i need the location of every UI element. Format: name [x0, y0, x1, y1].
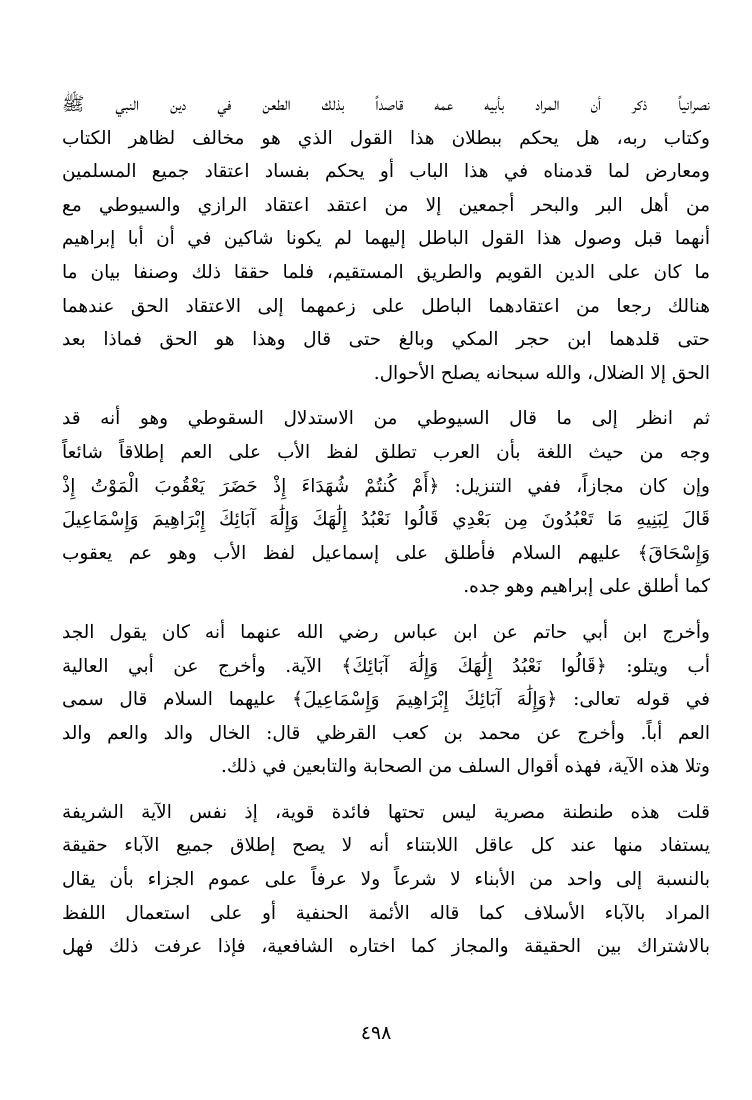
text-line: وَإِسْحَاقَ﴾ عليهم السلام فأطلق على إسماعيل لفظ الأب وهو عم يعقوب: [62, 542, 710, 564]
text-line: بالنسبة إلى واحد من الأبناء لا شرعاً ولا عرفاً على عموم الجزاء بأن يقال: [62, 869, 710, 891]
text-line: كما أطلق على إبراهيم وهو جده.: [463, 576, 710, 598]
text-line: الحق إلا الضلال، والله سبحانه يصلح الأحوال.: [373, 362, 710, 384]
text-line: وجه من حيث اللغة بأن العرب تطلق لفظ الأب على العم إطلاقاً شائعاً: [62, 441, 710, 463]
text-line: العم أباً. وأخرج عن محمد بن كعب القرظي قال: الخال والد والعم والد: [62, 722, 710, 744]
text-line: يستفاد منها عند كل عاقل اللابتناء أنه لا يصح إطلاق جميع الآباء حقيقة: [62, 835, 710, 857]
text-line: نصرانياً ذكر أن المراد بأبيه عمه قاصداً بذلك الطعن في دين النبي ﷺ: [62, 94, 710, 115]
text-line: ما كان على الدين القويم والطريق المستقيم، فلما حققا ذلك وصنفا بيان ما: [62, 261, 710, 283]
text-line: وإن كان مجازاً، ففي التنزيل: ﴿أَمْ كُنتُمْ شُهَدَاءَ إِذْ حَضَرَ يَعْقُوبَ الْمَوْتُ إِذْ: [62, 475, 710, 497]
text-line: أب ويتلو: ﴿قَالُوا نَعْبُدُ إِلَٰهَكَ وَإِلَٰهَ آبَائِكَ﴾ الآية. وأخرج عن أبي العالية: [62, 655, 710, 677]
text-line: المراد بالآباء الأسلاف كما قاله الأئمة الحنفية أو على استعمال اللفظ: [62, 902, 710, 924]
text-line: وأخرج ابن أبي حاتم عن ابن عباس رضي الله عنهما أنه كان يقول الجد: [62, 621, 710, 643]
paragraph-2: [62, 402, 710, 604]
text-line: ثم انظر إلى ما قال السيوطي من الاستدلال السقوطي وهو أنه قد: [62, 408, 710, 430]
text-line: وكتاب ربه، هل يحكم ببطلان هذا القول الذي هو مخالف لظاهر الكتاب: [62, 127, 710, 149]
text-line: أنهما قبل وصول هذا القول الباطل إليهما لم يكونا شاكين في أن أبا إبراهيم: [62, 228, 710, 250]
text-line: ومعارض لما قدمناه في هذا الباب أو يحكم بفساد اعتقاد جميع المسلمين: [62, 161, 710, 183]
page-number: ٤٩٨: [360, 1022, 392, 1044]
text-line: قلت هذه طنطنة مصرية ليس تحتها فائدة قوية، إذ نفس الآية الشريفة: [62, 801, 710, 823]
text-line: من أهل البر والبحر أجمعين إلا من اعتقد اعتقاد الرازي والسيوطي مع: [62, 194, 710, 216]
paragraph-4: [62, 796, 710, 964]
paragraph-1: [62, 88, 710, 390]
text-line: وتلا هذه الآية، فهذه أقوال السلف من الصحابة والتابعين في ذلك.: [220, 756, 710, 778]
text-line: هنالك رجعا من اعتقادهما الباطل على زعمهما إلى الاعتقاد الحق عندهما: [62, 295, 710, 317]
main-text: [62, 88, 710, 964]
text-line: بالاشتراك بين الحقيقة والمجاز كما اختاره الشافعية، فإذا عرفت ذلك فهل: [62, 936, 710, 958]
paragraph-3: [62, 616, 710, 784]
text-line: قَالَ لِبَنِيهِ مَا تَعْبُدُونَ مِن بَعْدِي قَالُوا نَعْبُدُ إِلَٰهَكَ وَإِلَٰهَ آبَائِكَ إِبْرَاهِيمَ وَإِسْمَاعِيلَ: [62, 509, 710, 531]
text-line: في قوله تعالى: ﴿وَإِلَٰهَ آبَائِكَ إِبْرَاهِيمَ وَإِسْمَاعِيلَ﴾ عليهما السلام قال سمى: [62, 689, 710, 711]
text-line: حتى قلدهما ابن حجر المكي وبالغ حتى قال وهذا هو الحق فماذا بعد: [62, 329, 710, 351]
